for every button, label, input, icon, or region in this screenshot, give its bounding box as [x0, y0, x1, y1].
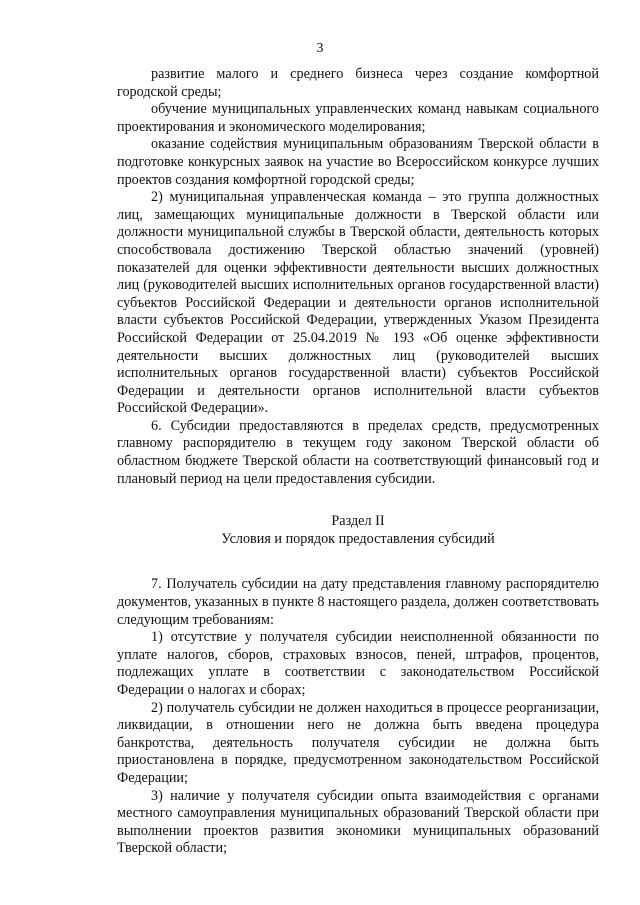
section-title: Условия и порядок предоставления субсидий: [221, 530, 495, 547]
list-item-team-training: обучение муниципальных управленческих команд навыкам социального проектирования и экономического моделирования;: [117, 101, 599, 135]
requirement-3-experience: 3) наличие у получателя субсидии опыта взаимодействия с органами местного самоуправления муниципальных образований Тверской области при выполнении проектов развития экономики муниципальных образований Тверской области;: [117, 787, 599, 857]
list-item-small-business: развитие малого и среднего бизнеса через создание комфортной городской среды;: [117, 66, 599, 100]
clause-7-requirements: 7. Получатель субсидии на дату представления главному распорядителю документов, указанных в пункте 8 настоящего раздела, должен соответствовать следующим требованиям:: [117, 576, 599, 628]
definition-management-team: 2) муниципальная управленческая команда – это группа должностных лиц, замещающих муниципальные должности в Тверской области или должности муниципальной службы в Тверской области, деятельность которых способствовала достижению Тверской областью значений (уровней) показателей для оценки эффективности деятельности высших должностных лиц (руководителей высших исполнительных органов государственной власти) субъектов Российской Федерации и деятельности органов исполнительной власти субъектов Российской Федерации, утвержденных Указом Президента Российской Федерации от 25.04.2019 № 193 «Об оценке эффективности деятельности высших должностных лиц (руководителей высших исполнительных органов государственной власти) субъектов Российской Федерации и деятельности органов исполнительной власти субъектов Российской Федерации».: [117, 189, 599, 417]
list-item-contest-assistance: оказание содействия муниципальным образованиям Тверской области в подготовке конкурсных заявок на участие во Всероссийском конкурсе лучших проектов создания комфортной городской среды;: [117, 136, 599, 188]
requirement-1-no-tax-debt: 1) отсутствие у получателя субсидии неисполненной обязанности по уплате налогов, сборов, страховых взносов, пеней, штрафов, процентов, подлежащих уплате в соответствии с законодательством Российской Федерации о налогах и сборах;: [117, 629, 599, 698]
requirement-2-no-reorganization: 2) получатель субсидии не должен находиться в процессе реорганизации, ликвидации, в отношении него не должна быть введена процедура банкротства, деятельность получателя субсидии не должна быть приостановлена в порядке, предусмотренном законодательством Российской Федерации;: [117, 699, 599, 786]
document-body: [117, 66, 599, 858]
page-number: 3: [316, 41, 324, 56]
section-number: Раздел II: [331, 513, 385, 530]
clause-6-subsidy-limits: 6. Субсидии предоставляются в пределах средств, предусмотренных главному распорядителю в текущем году законом Тверской области об областном бюджете Тверской области на соответствующий финансовый год и плановый период на цели предоставления субсидии.: [117, 417, 599, 487]
